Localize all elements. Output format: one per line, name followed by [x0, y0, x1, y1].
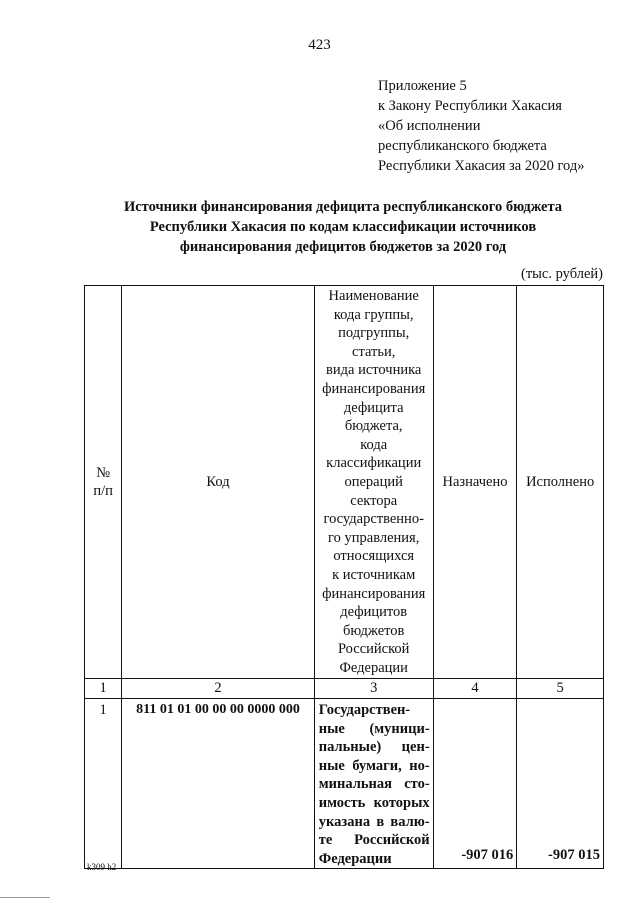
row-name: [314, 699, 433, 869]
header-name-line: финансирования: [322, 585, 426, 602]
table-row: [85, 699, 604, 869]
page-number: 423: [308, 37, 331, 53]
row-name-line: имость которых: [318, 795, 430, 812]
header-name: [314, 286, 433, 679]
header-num-line: п/п: [93, 483, 113, 500]
column-number-row: [85, 679, 604, 699]
header-num: [85, 286, 122, 679]
table-header-row: [85, 286, 604, 679]
column-number: 5: [517, 679, 604, 699]
header-name-line: классификации: [326, 455, 422, 472]
row-name-line: пальные) цен-: [318, 739, 430, 756]
document-title: [60, 197, 626, 257]
title-line: финансирования дефицитов бюджетов за 2020 год: [179, 239, 507, 255]
title-line: Республики Хакасия по кодам классификации источников: [149, 219, 537, 235]
row-name-line: указана в валю-: [318, 813, 430, 830]
header-name-line: государственно-: [323, 511, 424, 528]
header-name-line: го управления,: [328, 529, 420, 546]
units-label: (тыс. рублей): [521, 266, 603, 282]
column-number: 3: [314, 679, 433, 699]
row-name-line: ные (муници-: [318, 720, 430, 737]
title-line: Источники финансирования дефицита республиканского бюджета: [123, 199, 563, 215]
footer-code: k309 h2: [87, 862, 117, 872]
row-assigned: -907 016: [433, 699, 517, 869]
header-name-line: вида источника: [326, 362, 422, 379]
header-name-line: относящихся: [333, 548, 415, 565]
header-name-line: Наименование: [328, 288, 419, 304]
row-executed: -907 015: [517, 699, 604, 869]
header-code: Код: [122, 286, 314, 679]
header-name-line: кода группы,: [333, 306, 414, 323]
row-name-line: ные бумаги, но-: [318, 757, 430, 774]
appendix-block: [378, 76, 584, 176]
row-name-line: те Российской: [318, 832, 430, 849]
row-code: 811 01 01 00 00 00 0000 000: [122, 699, 314, 869]
scan-edge-line: [0, 897, 50, 899]
appendix-line: «Об исполнении: [378, 118, 481, 134]
financing-sources-table: [84, 285, 604, 869]
header-name-line: кода: [360, 436, 388, 453]
column-number: 1: [85, 679, 122, 699]
header-name-line: подгруппы,: [338, 325, 410, 342]
header-name-line: к источникам: [332, 566, 416, 583]
header-name-line: Российской: [337, 641, 410, 658]
column-number: 2: [122, 679, 314, 699]
header-name-line: Федерации: [339, 659, 408, 676]
row-name-line: Федерации: [318, 850, 392, 867]
row-name-line: минальная сто-: [318, 776, 430, 793]
header-name-line: бюджета,: [344, 418, 403, 435]
header-executed: Исполнено: [517, 286, 604, 679]
header-name-line: бюджетов: [343, 622, 405, 639]
header-name-line: сектора: [350, 492, 398, 509]
appendix-line: Республики Хакасия за 2020 год»: [378, 158, 585, 174]
header-name-line: финансирования: [322, 380, 426, 397]
row-name-line: Государствен-: [318, 702, 411, 719]
header-name-line: операций: [344, 473, 403, 490]
appendix-line: Приложение 5: [378, 78, 467, 94]
row-number: 1: [85, 699, 122, 869]
header-name-line: статьи,: [352, 343, 396, 360]
header-assigned: Назначено: [433, 286, 517, 679]
appendix-line: республиканского бюджета: [378, 138, 547, 154]
appendix-line: к Закону Республики Хакасия: [378, 98, 562, 114]
header-num-line: №: [96, 464, 111, 481]
column-number: 4: [433, 679, 517, 699]
header-name-line: дефицитов: [340, 604, 408, 621]
header-name-line: дефицита: [343, 399, 404, 416]
